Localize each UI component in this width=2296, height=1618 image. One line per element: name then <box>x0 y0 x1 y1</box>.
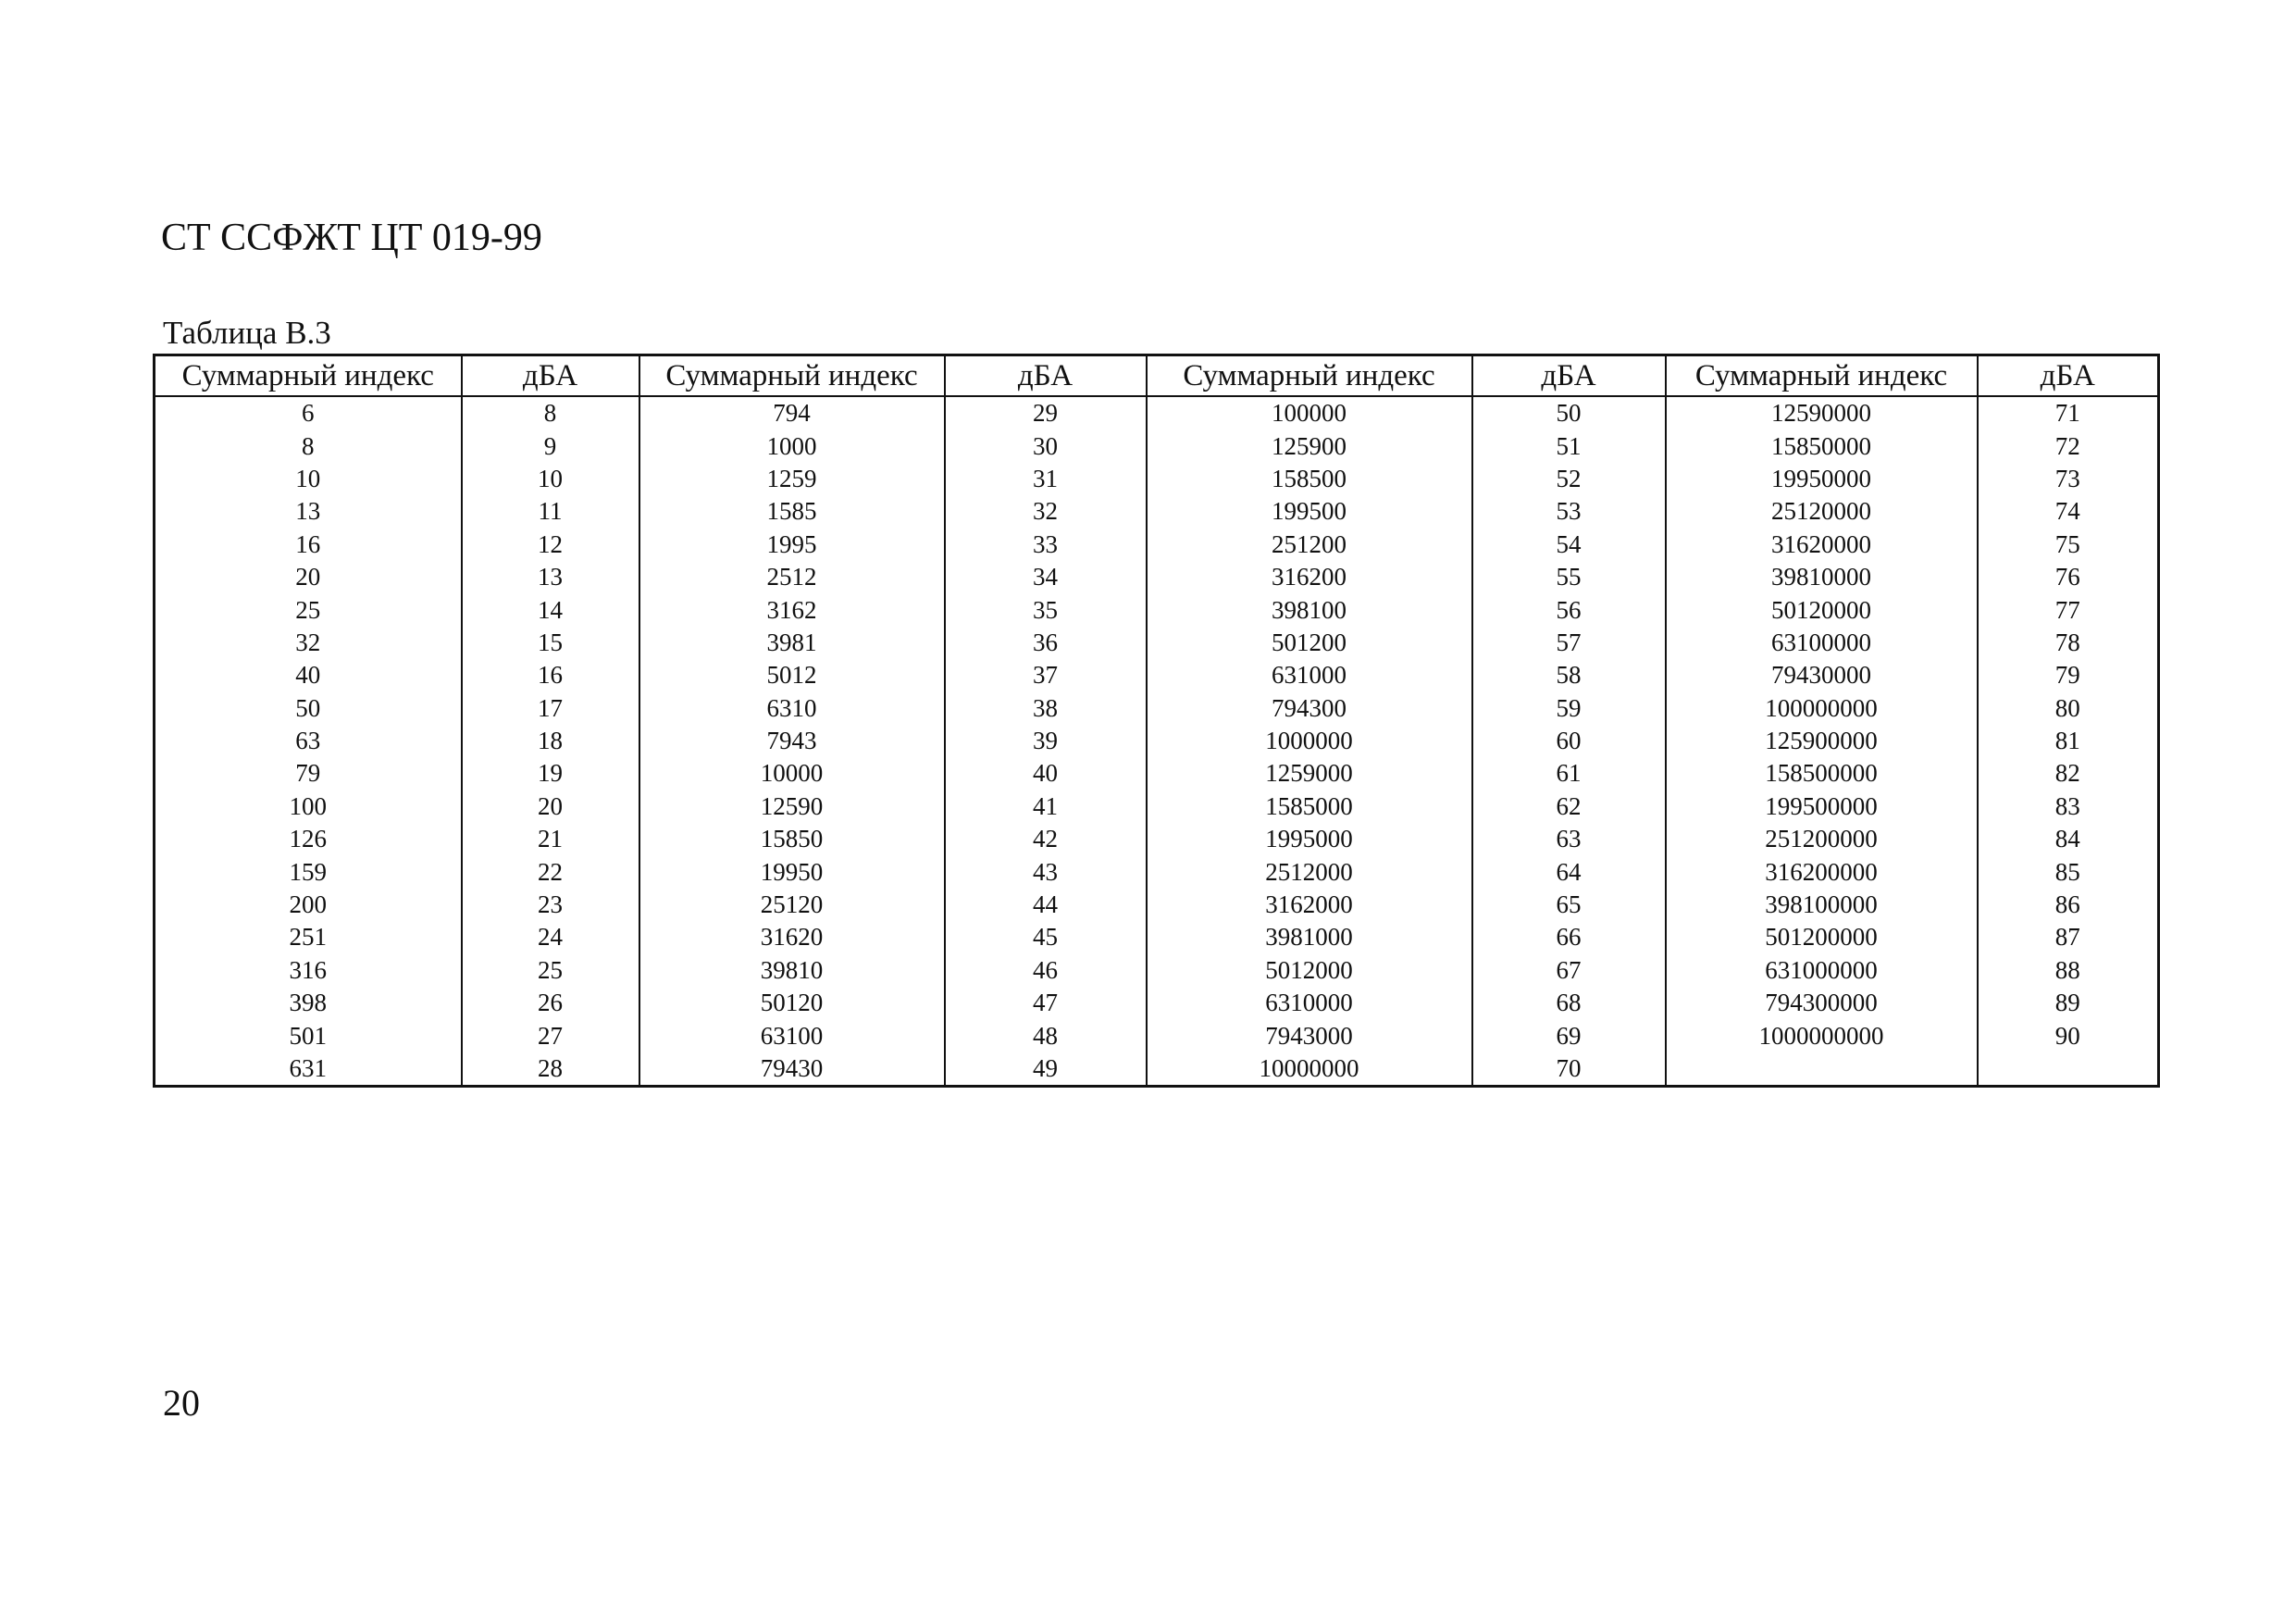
index-cell: 398100 <box>1147 593 1472 626</box>
index-cell: 501200 <box>1147 627 1472 659</box>
index-cell: 79 <box>155 757 462 790</box>
index-cell: 199500000 <box>1666 790 1978 823</box>
dba-cell: 33 <box>945 529 1147 561</box>
index-cell: 6310 <box>639 692 945 725</box>
index-cell: 316200 <box>1147 561 1472 593</box>
dba-cell: 70 <box>1472 1052 1666 1087</box>
dba-cell: 36 <box>945 627 1147 659</box>
index-cell: 7943 <box>639 725 945 757</box>
index-cell: 200 <box>155 889 462 921</box>
index-cell: 1995 <box>639 529 945 561</box>
index-cell: 6310000 <box>1147 987 1472 1019</box>
index-cell: 794 <box>639 396 945 429</box>
index-cell: 631 <box>155 1052 462 1087</box>
table-row <box>155 429 2159 462</box>
table-row <box>155 921 2159 953</box>
index-cell: 251200 <box>1147 529 1472 561</box>
index-cell: 32 <box>155 627 462 659</box>
table-row <box>155 463 2159 495</box>
dba-cell: 19 <box>462 757 639 790</box>
dba-cell: 40 <box>945 757 1147 790</box>
table-row <box>155 889 2159 921</box>
dba-cell: 64 <box>1472 855 1666 888</box>
index-cell: 251 <box>155 921 462 953</box>
table-body <box>155 396 2159 1087</box>
dba-cell: 47 <box>945 987 1147 1019</box>
dba-cell: 83 <box>1978 790 2159 823</box>
index-cell: 1585 <box>639 495 945 528</box>
dba-cell: 80 <box>1978 692 2159 725</box>
index-cell: 125900 <box>1147 429 1472 462</box>
dba-cell: 60 <box>1472 725 1666 757</box>
index-cell: 13 <box>155 495 462 528</box>
dba-cell: 86 <box>1978 889 2159 921</box>
index-cell: 79430000 <box>1666 659 1978 691</box>
table-row <box>155 1019 2159 1052</box>
column-header: дБА <box>1978 355 2159 397</box>
dba-cell: 41 <box>945 790 1147 823</box>
index-cell: 3162000 <box>1147 889 1472 921</box>
dba-cell: 45 <box>945 921 1147 953</box>
dba-cell: 75 <box>1978 529 2159 561</box>
index-cell: 63100 <box>639 1019 945 1052</box>
dba-cell: 52 <box>1472 463 1666 495</box>
dba-cell: 73 <box>1978 463 2159 495</box>
dba-cell: 37 <box>945 659 1147 691</box>
dba-cell: 54 <box>1472 529 1666 561</box>
index-cell: 31620 <box>639 921 945 953</box>
table-row <box>155 495 2159 528</box>
index-cell: 316 <box>155 954 462 987</box>
dba-cell: 42 <box>945 823 1147 855</box>
index-cell: 19950 <box>639 855 945 888</box>
table-row <box>155 987 2159 1019</box>
dba-cell: 90 <box>1978 1019 2159 1052</box>
index-cell: 158500 <box>1147 463 1472 495</box>
dba-cell: 84 <box>1978 823 2159 855</box>
dba-cell: 62 <box>1472 790 1666 823</box>
table-row <box>155 692 2159 725</box>
index-cell: 2512000 <box>1147 855 1472 888</box>
document-code: СТ ССФЖТ ЦТ 019-99 <box>161 217 542 259</box>
index-cell: 501 <box>155 1019 462 1052</box>
dba-cell: 82 <box>1978 757 2159 790</box>
data-table <box>153 354 2160 1088</box>
dba-cell: 34 <box>945 561 1147 593</box>
dba-cell: 81 <box>1978 725 2159 757</box>
index-cell: 2512 <box>639 561 945 593</box>
index-cell: 100000000 <box>1666 692 1978 725</box>
table-row <box>155 790 2159 823</box>
dba-cell: 18 <box>462 725 639 757</box>
table-row <box>155 823 2159 855</box>
dba-cell: 23 <box>462 889 639 921</box>
index-cell: 125900000 <box>1666 725 1978 757</box>
dba-cell: 17 <box>462 692 639 725</box>
table-row <box>155 627 2159 659</box>
dba-cell: 76 <box>1978 561 2159 593</box>
dba-cell: 44 <box>945 889 1147 921</box>
index-cell: 16 <box>155 529 462 561</box>
index-cell: 1000000000 <box>1666 1019 1978 1052</box>
index-cell: 158500000 <box>1666 757 1978 790</box>
table-row <box>155 561 2159 593</box>
index-cell: 12590 <box>639 790 945 823</box>
index-cell: 79430 <box>639 1052 945 1087</box>
index-cell: 316200000 <box>1666 855 1978 888</box>
dba-cell: 88 <box>1978 954 2159 987</box>
dba-cell: 21 <box>462 823 639 855</box>
dba-cell: 51 <box>1472 429 1666 462</box>
index-cell: 1259000 <box>1147 757 1472 790</box>
dba-cell: 74 <box>1978 495 2159 528</box>
dba-cell: 63 <box>1472 823 1666 855</box>
index-cell: 794300000 <box>1666 987 1978 1019</box>
index-cell: 12590000 <box>1666 396 1978 429</box>
index-cell: 10000 <box>639 757 945 790</box>
dba-cell: 72 <box>1978 429 2159 462</box>
dba-cell: 8 <box>462 396 639 429</box>
dba-cell: 59 <box>1472 692 1666 725</box>
dba-cell: 11 <box>462 495 639 528</box>
dba-cell: 9 <box>462 429 639 462</box>
table-row <box>155 1052 2159 1087</box>
index-cell: 126 <box>155 823 462 855</box>
index-cell: 39810000 <box>1666 561 1978 593</box>
column-header: Суммарный индекс <box>1666 355 1978 397</box>
dba-cell: 25 <box>462 954 639 987</box>
index-cell: 6 <box>155 396 462 429</box>
dba-cell: 46 <box>945 954 1147 987</box>
dba-cell: 35 <box>945 593 1147 626</box>
index-cell: 25 <box>155 593 462 626</box>
column-header: дБА <box>1472 355 1666 397</box>
index-cell: 1000000 <box>1147 725 1472 757</box>
index-cell: 100000 <box>1147 396 1472 429</box>
table-row <box>155 757 2159 790</box>
dba-cell: 61 <box>1472 757 1666 790</box>
index-cell: 10000000 <box>1147 1052 1472 1087</box>
dba-cell: 16 <box>462 659 639 691</box>
index-cell: 159 <box>155 855 462 888</box>
index-cell: 794300 <box>1147 692 1472 725</box>
dba-cell: 27 <box>462 1019 639 1052</box>
dba-cell: 26 <box>462 987 639 1019</box>
index-cell: 1585000 <box>1147 790 1472 823</box>
index-cell: 63100000 <box>1666 627 1978 659</box>
page-number: 20 <box>163 1382 200 1424</box>
dba-cell: 30 <box>945 429 1147 462</box>
dba-cell: 24 <box>462 921 639 953</box>
index-cell: 3162 <box>639 593 945 626</box>
index-cell: 631000000 <box>1666 954 1978 987</box>
column-header: Суммарный индекс <box>639 355 945 397</box>
dba-cell: 48 <box>945 1019 1147 1052</box>
dba-cell: 13 <box>462 561 639 593</box>
index-cell: 50 <box>155 692 462 725</box>
dba-cell: 87 <box>1978 921 2159 953</box>
index-cell: 63 <box>155 725 462 757</box>
index-cell: 10 <box>155 463 462 495</box>
dba-cell: 55 <box>1472 561 1666 593</box>
dba-cell: 28 <box>462 1052 639 1087</box>
index-cell: 15850000 <box>1666 429 1978 462</box>
dba-cell: 49 <box>945 1052 1147 1087</box>
index-cell: 7943000 <box>1147 1019 1472 1052</box>
table-row <box>155 396 2159 429</box>
dba-cell: 58 <box>1472 659 1666 691</box>
index-cell <box>1666 1052 1978 1087</box>
dba-cell: 56 <box>1472 593 1666 626</box>
dba-cell: 32 <box>945 495 1147 528</box>
dba-cell: 69 <box>1472 1019 1666 1052</box>
dba-cell: 89 <box>1978 987 2159 1019</box>
index-cell: 8 <box>155 429 462 462</box>
index-cell: 39810 <box>639 954 945 987</box>
dba-cell: 50 <box>1472 396 1666 429</box>
dba-cell: 15 <box>462 627 639 659</box>
column-header: дБА <box>945 355 1147 397</box>
dba-cell: 71 <box>1978 396 2159 429</box>
index-cell: 5012000 <box>1147 954 1472 987</box>
table-row <box>155 855 2159 888</box>
table-header-row <box>155 355 2159 397</box>
column-header: дБА <box>462 355 639 397</box>
dba-cell <box>1978 1052 2159 1087</box>
table-row <box>155 659 2159 691</box>
index-cell: 199500 <box>1147 495 1472 528</box>
dba-cell: 77 <box>1978 593 2159 626</box>
index-cell: 398100000 <box>1666 889 1978 921</box>
index-cell: 1000 <box>639 429 945 462</box>
dba-cell: 78 <box>1978 627 2159 659</box>
index-cell: 25120000 <box>1666 495 1978 528</box>
index-cell: 100 <box>155 790 462 823</box>
table-row <box>155 954 2159 987</box>
column-header: Суммарный индекс <box>1147 355 1472 397</box>
index-cell: 50120000 <box>1666 593 1978 626</box>
index-cell: 501200000 <box>1666 921 1978 953</box>
table-row <box>155 725 2159 757</box>
dba-cell: 43 <box>945 855 1147 888</box>
dba-cell: 53 <box>1472 495 1666 528</box>
index-cell: 251200000 <box>1666 823 1978 855</box>
index-cell: 1995000 <box>1147 823 1472 855</box>
column-header: Суммарный индекс <box>155 355 462 397</box>
dba-cell: 22 <box>462 855 639 888</box>
index-cell: 3981 <box>639 627 945 659</box>
dba-cell: 29 <box>945 396 1147 429</box>
index-cell: 40 <box>155 659 462 691</box>
index-cell: 15850 <box>639 823 945 855</box>
table-caption: Таблица В.3 <box>163 315 331 351</box>
index-cell: 1259 <box>639 463 945 495</box>
index-cell: 5012 <box>639 659 945 691</box>
dba-cell: 65 <box>1472 889 1666 921</box>
index-cell: 20 <box>155 561 462 593</box>
index-cell: 19950000 <box>1666 463 1978 495</box>
dba-cell: 85 <box>1978 855 2159 888</box>
table-row <box>155 593 2159 626</box>
index-cell: 25120 <box>639 889 945 921</box>
index-cell: 398 <box>155 987 462 1019</box>
dba-cell: 57 <box>1472 627 1666 659</box>
dba-cell: 67 <box>1472 954 1666 987</box>
dba-cell: 68 <box>1472 987 1666 1019</box>
dba-cell: 39 <box>945 725 1147 757</box>
dba-cell: 38 <box>945 692 1147 725</box>
index-cell: 3981000 <box>1147 921 1472 953</box>
table-row <box>155 529 2159 561</box>
dba-cell: 12 <box>462 529 639 561</box>
dba-cell: 20 <box>462 790 639 823</box>
dba-cell: 31 <box>945 463 1147 495</box>
index-cell: 631000 <box>1147 659 1472 691</box>
dba-cell: 79 <box>1978 659 2159 691</box>
index-cell: 50120 <box>639 987 945 1019</box>
dba-cell: 10 <box>462 463 639 495</box>
dba-cell: 66 <box>1472 921 1666 953</box>
dba-cell: 14 <box>462 593 639 626</box>
index-cell: 31620000 <box>1666 529 1978 561</box>
